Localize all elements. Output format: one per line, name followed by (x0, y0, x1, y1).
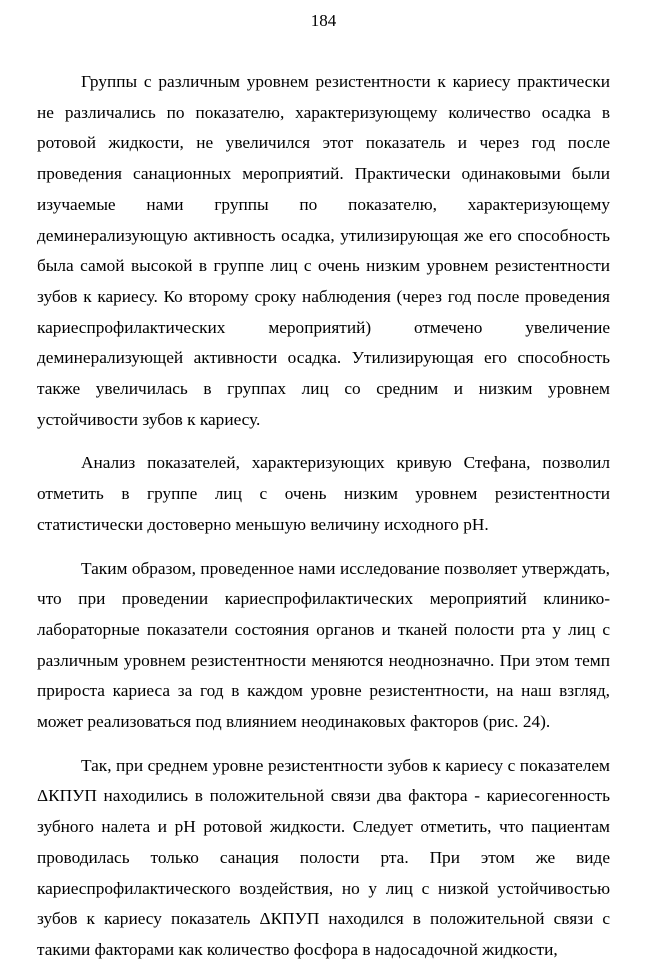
page-number: 184 (310, 11, 337, 30)
paragraph-2: Анализ показателей, характеризующих кривую Стефана, позволил отметить в группе лиц с очень низким уровнем резистентности статистически достоверно меньшую величину исходного pH. (37, 453, 610, 534)
paragraph-1: Группы с различным уровнем резистентности к кариесу практически не различались по показателю, характеризующему количество осадка в ротовой жидкости, не увеличился этот показатель и через год после проведения санационных мероприятий. Практически одинаковыми были изучаемые нами группы по показателю, характеризующему деминерализующую активность осадка, утилизирующая же его способность была самой высокой в группе лиц с очень низким уровнем резистентности зубов к кариесу. Ко второму сроку наблюдения (через год после проведения кариеспрофилактических мероприятий) отмечено увеличение деминерализующей активности осадка. Утилизирующая его способность также увеличилась в группах лиц со средним и низким уровнем устойчивости зубов к кариесу. (37, 72, 610, 429)
paragraph-3: Таким образом, проведенное нами исследование позволяет утверждать, что при проведении кариеспрофилактических мероприятий клинико-лабораторные показатели состояния органов и тканей полости рта у лиц с различным уровнем резистентности меняются неоднозначно. При этом темп прироста кариеса за год в каждом уровне резистентности, на наш взгляд, может реализоваться под влиянием неодинаковых факторов (рис. 24). (37, 558, 610, 732)
body-text (37, 67, 610, 966)
paragraph-4: Так, при среднем уровне резистентности зубов к кариесу с показателем ΔКПУП находились в положительной связи два фактора - кариесогенность зубного налета и pH ротовой жидкости. Следует отметить, что пациентам проводилась только санация полости рта. При этом же виде кариеспрофилактического воздействия, но у лиц с низкой устойчивостью зубов к кариесу показатель ΔКПУП находился в положительной связи с такими факторами как количество фосфора в надосадочной жидкости, (37, 755, 610, 959)
